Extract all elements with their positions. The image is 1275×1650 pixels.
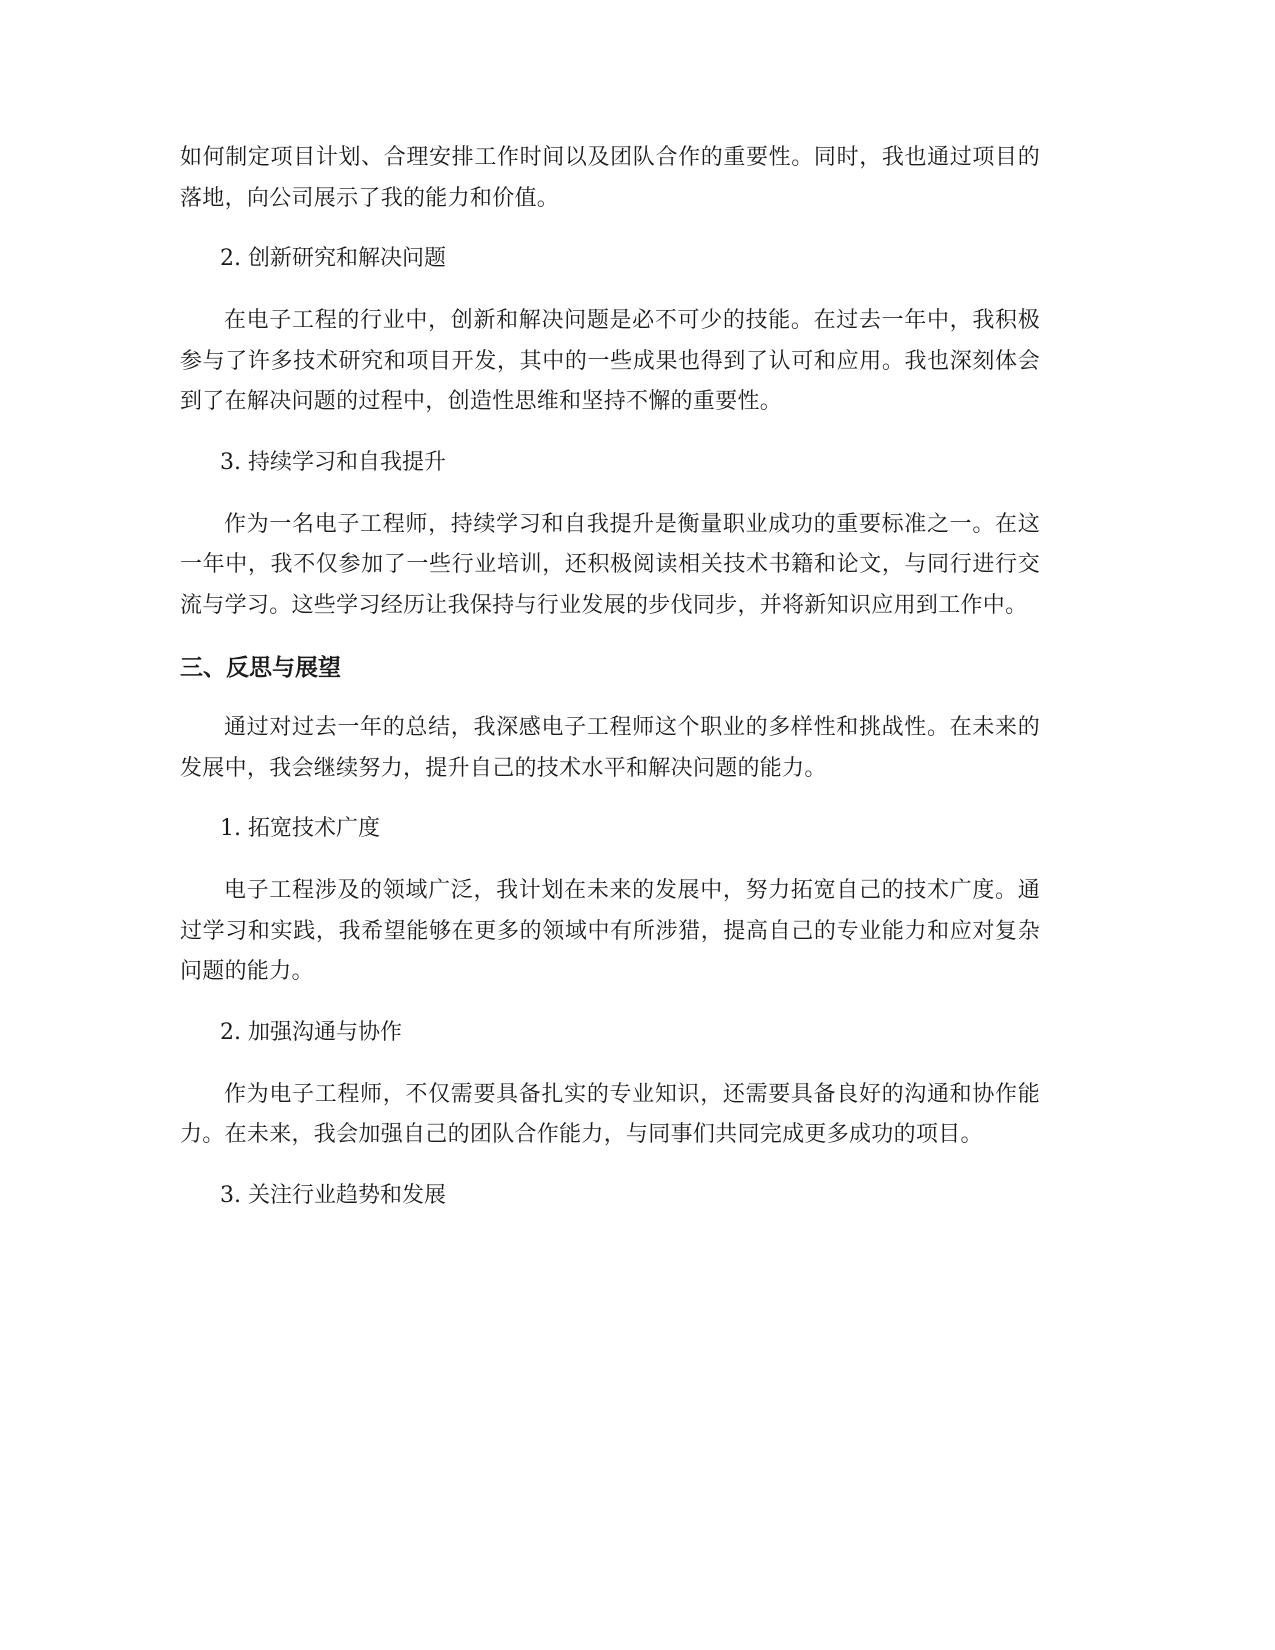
subheading-continuous-learning: 3. 持续学习和自我提升 [220,449,446,475]
subheading-innovation: 2. 创新研究和解决问题 [220,246,446,271]
paragraph-innovation: 在电子工程的行业中，创新和解决问题是必不可少的技能。在过去一年中，我积极参与了许多技术研究和项目开发，其中的一些成果也得到了认可和应用。我也深刻体会到了在解决问题的过程中，创造性思维和坚持不懈的重要性。 [180,308,1040,414]
subheading-industry-trends: 3. 关注行业趋势和发展 [220,1182,446,1208]
paragraph-project-planning: 如何制定项目计划、合理安排工作时间以及团队合作的重要性。同时，我也通过项目的落地，向公司展示了我的能力和价值。 [180,145,1040,211]
subheading-broaden-skills: 1. 拓宽技术广度 [220,816,380,841]
paragraph-broaden-skills: 电子工程涉及的领域广泛，我计划在未来的发展中，努力拓宽自己的技术广度。通过学习和实践，我希望能够在更多的领域中有所涉猎，提高自己的专业能力和应对复杂问题的能力。 [180,878,1040,984]
paragraph-continuous-learning: 作为一名电子工程师，持续学习和自我提升是衡量职业成功的重要标准之一。在这一年中，我不仅参加了一些行业培训，还积极阅读相关技术书籍和论文，与同行进行交流与学习。这些学习经历让我保持与行业发展的步伐同步，并将新知识应用到工作中。 [180,511,1040,618]
document-page [180,138,1040,1216]
section-heading-reflection: 三、反思与展望 [180,655,341,681]
paragraph-reflection-intro: 通过对过去一年的总结，我深感电子工程师这个职业的多样性和挑战性。在未来的发展中，我会继续努力，提升自己的技术水平和解决问题的能力。 [180,715,1040,781]
paragraph-communication: 作为电子工程师，不仅需要具备扎实的专业知识，还需要具备良好的沟通和协作能力。在未来，我会加强自己的团队合作能力，与同事们共同完成更多成功的项目。 [180,1081,1040,1147]
subheading-communication: 2. 加强沟通与协作 [220,1019,402,1045]
